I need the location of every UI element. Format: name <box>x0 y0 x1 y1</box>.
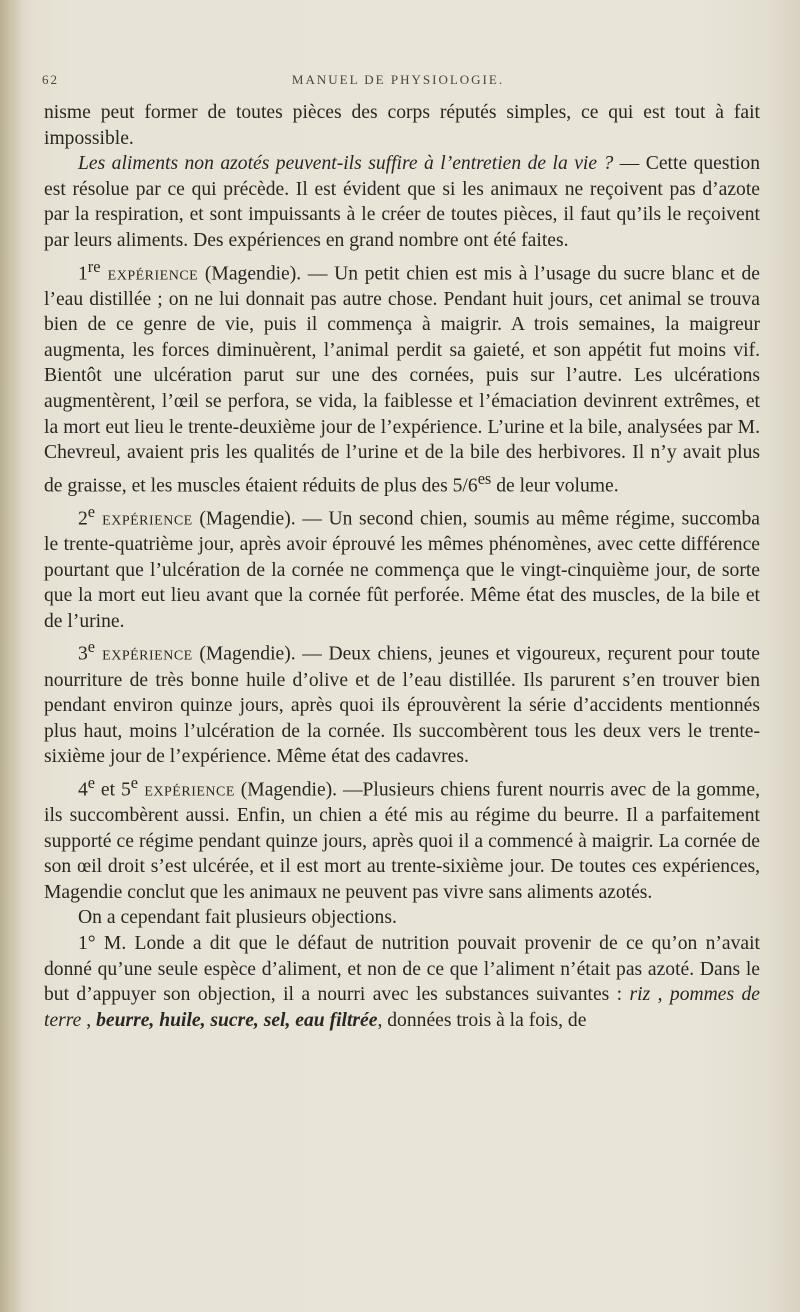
paragraph-objection-1 <box>44 931 760 1033</box>
paragraph-text: (Magendie). — Deux chiens, jeunes et vigoureux, reçurent pour toute nourriture de très bonne huile d’olive et de l’eau distillée. Ils parurent s’en trouver bien pendant environ quinze jours, après quoi ils éprouvèrent la série d’accidents mentionnés plus haut, moins l’ulcération de la cornée. Ils succombèrent tous les deux vers le trente-sixième jour de l’expérience. Même état des cadavres. <box>44 644 760 768</box>
binding-shadow <box>0 0 22 1312</box>
ordinal-suffix: e <box>130 772 138 792</box>
food-list-potatoes: pommes de terre <box>44 984 760 1031</box>
page-number: 62 <box>42 72 59 87</box>
paragraph-text: (Magendie). —Plusieurs chiens furent nourris avec de la gomme, ils succombèrent aussi. Enfin, un chien a été mis au régime du beurre. Il a parfaitement supporté ce régime pendant quinze jours, après quoi il a commencé à maigrir. La cornée de son œil droit s’est ulcérée, et il est mort au trente-sixième jour. De toutes ces expériences, Magendie conclut que les animaux ne peuvent pas vivre sans aliments azotés. <box>44 779 761 903</box>
paragraph-text: On a cependant fait plusieurs objections. <box>78 907 397 929</box>
running-title: MANUEL DE PHYSIOLOGIE. <box>291 72 505 87</box>
ordinal-suffix: e <box>87 501 96 521</box>
paragraph-text: — Cette question est résolue par ce qui précède. Il est évident que si les animaux ne reçoivent pas d’azote par la respiration, et sont impuissants à le créer de toutes pièces, il faut qu’ils le reçoivent par leurs aliments. Des expériences en grand nombre ont été faites. <box>44 153 760 251</box>
food-list-others: beurre, huile, sucre, sel, eau filtrée <box>96 1009 378 1031</box>
experiment-label: expérience <box>137 779 235 801</box>
conjunction: et <box>95 779 121 801</box>
experiment-label: expérience <box>95 508 193 530</box>
paragraph-experiment-1 <box>44 254 760 499</box>
ordinal-suffix: re <box>87 256 101 276</box>
question-heading: Les aliments non azotés peuvent-ils suffire à l’entretien de la vie ? <box>78 153 614 175</box>
experiment-number: 5 <box>120 779 131 801</box>
separator: , <box>650 984 670 1006</box>
separator: , <box>81 1009 97 1031</box>
experiment-number: 3 <box>78 644 88 665</box>
paragraph-text-end: de leur volume. <box>491 475 619 497</box>
paragraph-text: (Magendie). — Un second chien, soumis au même régime, succomba le trente-quatrième jour, après avoir éprouvé les mêmes phénomènes, avec cette différence pourtant que l’ulcération de la cornée ne commença que le vingt-cinquième jour, de sorte que la mort eut lieu avant que la cornée fût perforée. Même état des muscles, de la bile et de l’urine. <box>44 508 760 632</box>
paragraph-objections <box>44 905 760 931</box>
paragraph-question <box>44 151 760 253</box>
experiment-number: 2 <box>78 508 88 530</box>
paragraph-experiment-3 <box>44 634 760 770</box>
paragraph-text: 1° M. Londe a dit que le défaut de nutrition pouvait provenir de ce qu’on n’avait donné qu’une seule espèce d’aliment, et non de ce que l’aliment n’était pas azoté. Dans le but d’appuyer son objection, il a nourri avec les substances suivantes : <box>44 933 760 1006</box>
paragraph-text-end: , données trois à la fois, de <box>377 1009 587 1031</box>
experiment-label: expérience <box>95 644 193 665</box>
body-text <box>44 100 760 1033</box>
paragraph-experiment-4-5 <box>44 770 760 906</box>
experiment-number: 1 <box>78 263 88 285</box>
ordinal-suffix: e <box>87 637 96 657</box>
paragraph-experiment-2 <box>44 499 760 635</box>
running-head <box>42 72 754 96</box>
paragraph-continued <box>44 100 760 151</box>
paragraph-text: (Magendie). — Un petit chien est mis à l’usage du sucre blanc et de l’eau distillée ; on ne lui donnait pas autre chose. Pendant huit jours, cet animal se trouva bien de ce genre de vie, puis il commença à maigrir. A trois semaines, la maigreur augmenta, les forces diminuèrent, l’animal perdit sa gaieté, et son appétit fut moins vif. Bientôt une ulcération parut sur une des cornées, puis sur l’autre. Les ulcérations augmentèrent, l’œil se perfora, se vida, la faiblesse et l’émaciation devinrent extrêmes, et la mort eut lieu le trente-deuxième jour de l’expérience. L’urine et la bile, analysées par M. Chevreul, avaient pris les qualités de l’urine et de la bile des herbivores. Il n’y avait plus de graisse, et les muscles étaient réduits de plus des 5/6 <box>44 263 761 497</box>
paragraph-text: nisme peut former de toutes pièces des corps réputés simples, ce qui est tout à fait impossible. <box>44 102 760 149</box>
food-list-rice: riz <box>629 984 651 1006</box>
experiment-label: expérience <box>100 263 199 285</box>
fraction-suffix: es <box>477 468 492 488</box>
experiment-number: 4 <box>78 779 88 801</box>
ordinal-suffix: e <box>87 772 96 792</box>
